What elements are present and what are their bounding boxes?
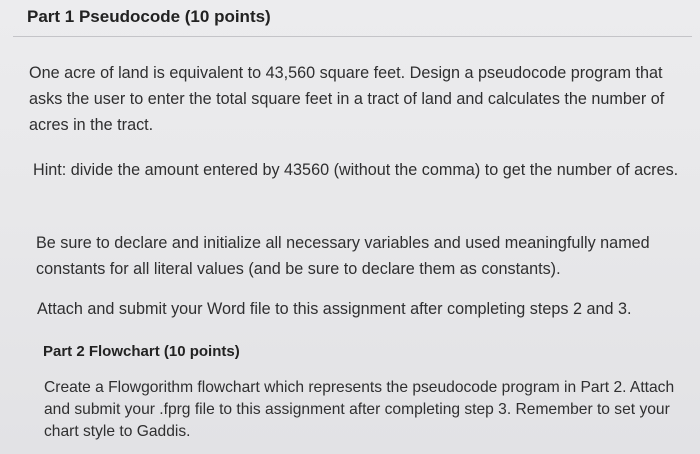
part1-description: One acre of land is equivalent to 43,560 square feet. Design a pseudocode program that asks the user to enter the total square feet in a tract of land and calculates the number of acres in the tract.: [29, 64, 665, 134]
part2-description: Create a Flowgorithm flowchart which represents the pseudocode program in Part 2. Attach and submit your .fprg file to this assignment after completing step 3. Remember to set your chart style to Gaddis.: [44, 379, 675, 440]
part1-hint: Hint: divide the amount entered by 43560 (without the comma) to get the number of acres.: [33, 161, 679, 179]
part1-submit-instruction: Attach and submit your Word file to this assignment after completing steps 2 and 3.: [37, 300, 632, 318]
heading-divider: [13, 36, 692, 37]
part1-constants-instruction: Be sure to declare and initialize all necessary variables and used meaningfully named constants for all literal values (and be sure to declare them as constants).: [36, 234, 650, 278]
part1-heading: Part 1 Pseudocode (10 points): [27, 7, 271, 26]
part2-heading: Part 2 Flowchart (10 points): [43, 343, 240, 360]
